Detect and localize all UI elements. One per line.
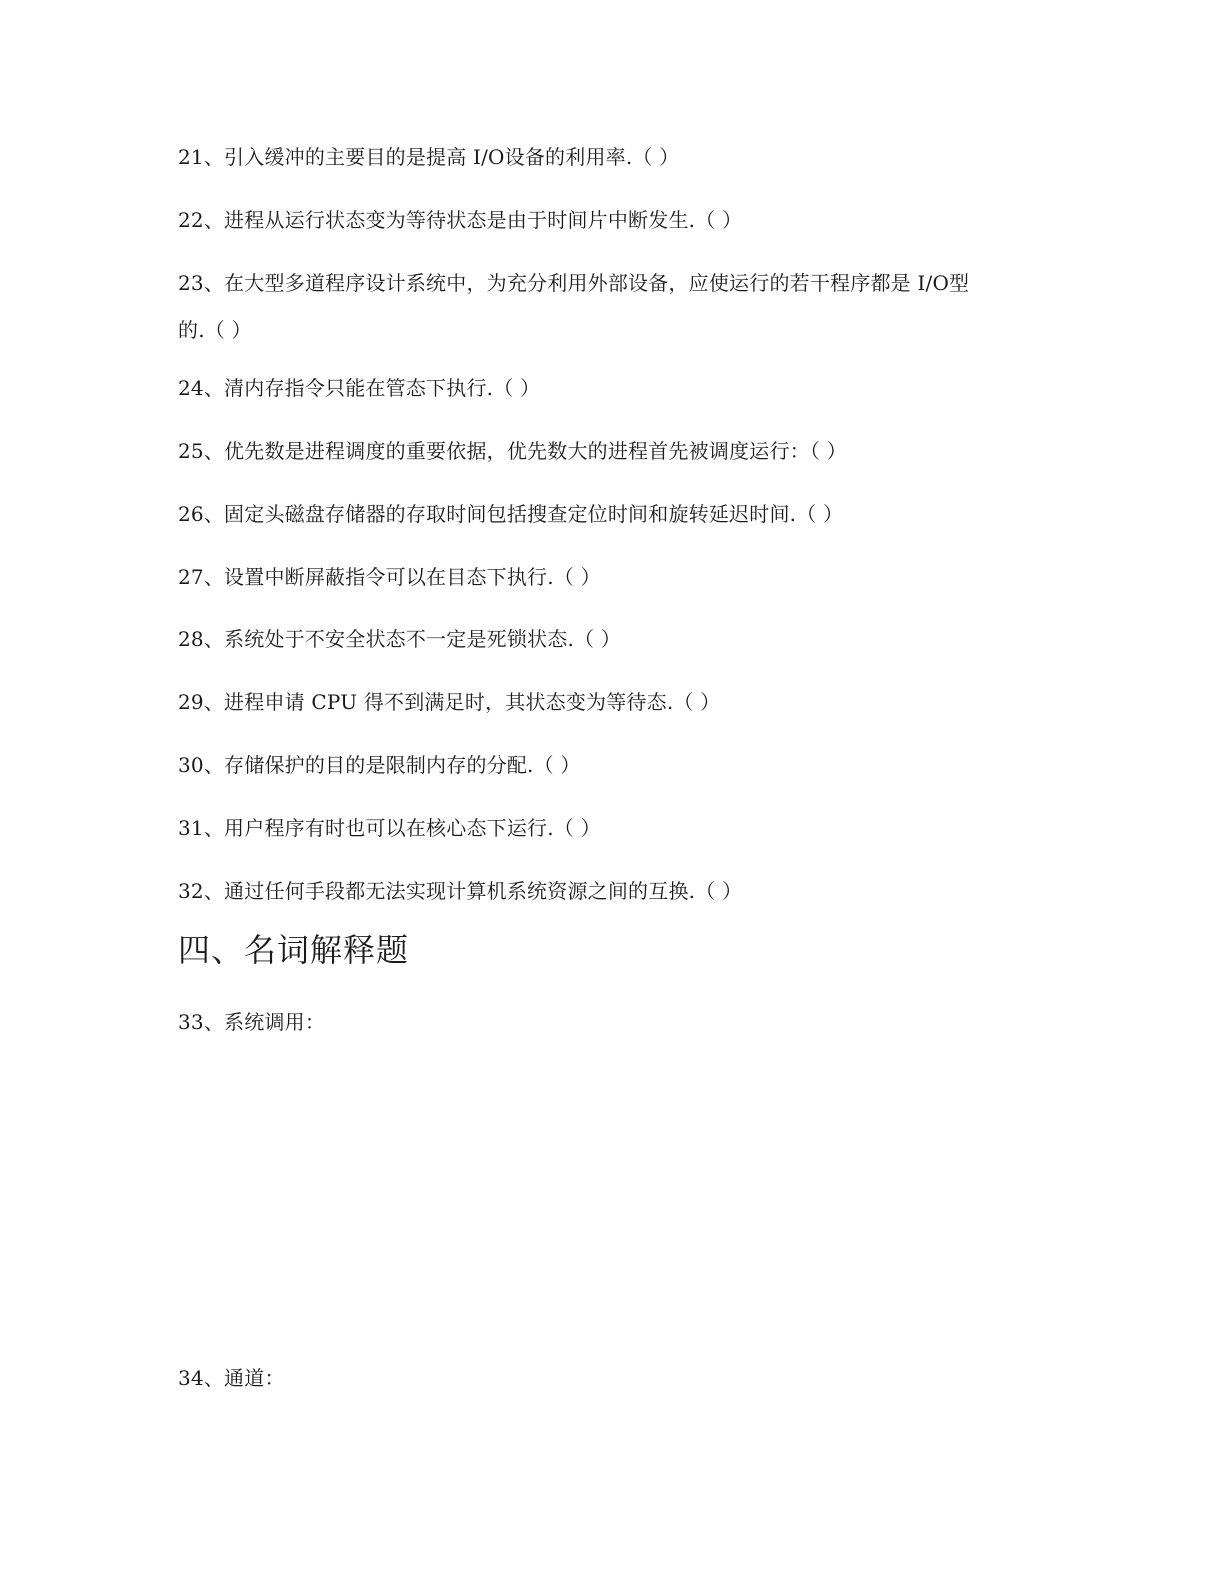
- question-28: 28、系统处于不安全状态不一定是死锁状态.（ ）: [178, 627, 621, 651]
- question-26: 26、固定头磁盘存储器的存取时间包括搜查定位时间和旋转延迟时间.（ ）: [178, 502, 844, 526]
- question-32: 32、通过任何手段都无法实现计算机系统资源之间的互换.（ ）: [178, 879, 743, 903]
- question-33: 33、系统调用：: [178, 1010, 326, 1034]
- question-24: 24、清内存指令只能在管态下执行.（ ）: [178, 376, 541, 400]
- question-22: 22、进程从运行状态变为等待状态是由于时间片中断发生.（ ）: [178, 208, 743, 232]
- question-31: 31、用户程序有时也可以在核心态下运行.（ ）: [178, 816, 601, 840]
- question-23-continuation: 的.（ ）: [178, 318, 252, 342]
- question-21: 21、引入缓冲的主要目的是提高 I/O设备的利用率.（ ）: [178, 145, 680, 169]
- question-29: 29、进程申请 CPU 得不到满足时，其状态变为等待态.（ ）: [178, 690, 721, 714]
- question-25: 25、优先数是进程调度的重要依据，优先数大的进程首先被调度运行：（ ）: [178, 439, 847, 463]
- section-heading: 四、名词解释题: [178, 931, 410, 969]
- question-23: 23、在大型多道程序设计系统中，为充分利用外部设备，应使运行的若干程序都是 I/O型: [178, 271, 970, 295]
- question-34: 34、通道：: [178, 1366, 285, 1390]
- question-27: 27、设置中断屏蔽指令可以在目态下执行.（ ）: [178, 565, 601, 589]
- question-30: 30、存储保护的目的是限制内存的分配.（ ）: [178, 753, 581, 777]
